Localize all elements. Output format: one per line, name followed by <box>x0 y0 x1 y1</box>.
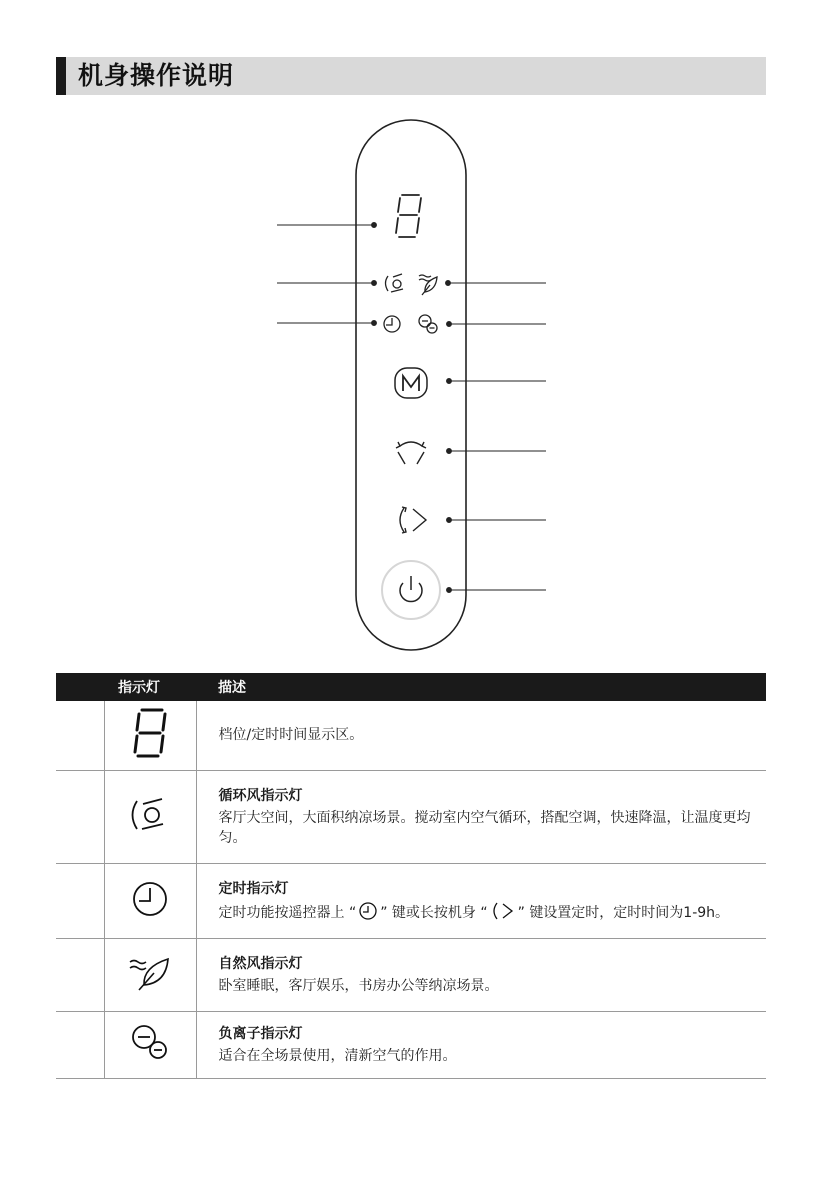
header-blank <box>56 673 104 701</box>
header-indicator: 指示灯 <box>104 673 196 701</box>
swing-updown-icon <box>396 442 426 464</box>
timer-icon <box>384 316 400 332</box>
timer-icon <box>130 879 170 919</box>
row-title: 定时指示灯 <box>218 881 289 897</box>
row-desc: 卧室睡眠，客厅娱乐，书房办公等纳凉场景。 <box>218 978 499 994</box>
natural-wind-icon <box>126 953 174 993</box>
leader-lines-left <box>277 223 376 326</box>
m-icon <box>395 368 427 398</box>
leader-lines-right <box>446 281 546 593</box>
row-title: 循环风指示灯 <box>218 788 303 804</box>
row-desc: 定时功能按遥控器上 “ ” 键或长按机身 “ ” 键设置定时，定时时间为1-9h。 <box>219 901 753 923</box>
row-desc: 客厅大空间，大面积纳凉场景。搅动室内空气循环，搭配空调，快速降温，让温度更均匀。 <box>218 810 751 846</box>
circulation-icon <box>386 274 404 292</box>
header-description: 描述 <box>196 673 766 701</box>
digit-display <box>396 195 421 237</box>
table-header-row <box>56 673 766 701</box>
table-row <box>56 701 766 770</box>
swing-leftright-icon <box>400 507 426 533</box>
anion-icon <box>419 315 437 333</box>
row-desc: 档位/定时时间显示区。 <box>218 727 364 744</box>
row-desc: 适合在全场景使用，清新空气的作用。 <box>218 1048 457 1064</box>
circulation-icon <box>128 795 172 835</box>
digit-8-icon <box>130 706 170 760</box>
timer-icon <box>358 901 378 921</box>
power-icon <box>382 561 440 619</box>
indicator-table <box>56 673 766 1079</box>
table-row <box>56 770 766 863</box>
row-title: 负离子指示灯 <box>218 1026 303 1042</box>
anion-icon <box>129 1022 171 1064</box>
page-title: 机身操作说明 <box>78 61 235 90</box>
table-row <box>56 863 766 938</box>
natural-wind-icon <box>419 275 437 295</box>
row-title: 自然风指示灯 <box>218 956 303 972</box>
table-row <box>56 938 766 1011</box>
swing-leftright-icon <box>490 901 516 921</box>
table-row <box>56 1011 766 1078</box>
